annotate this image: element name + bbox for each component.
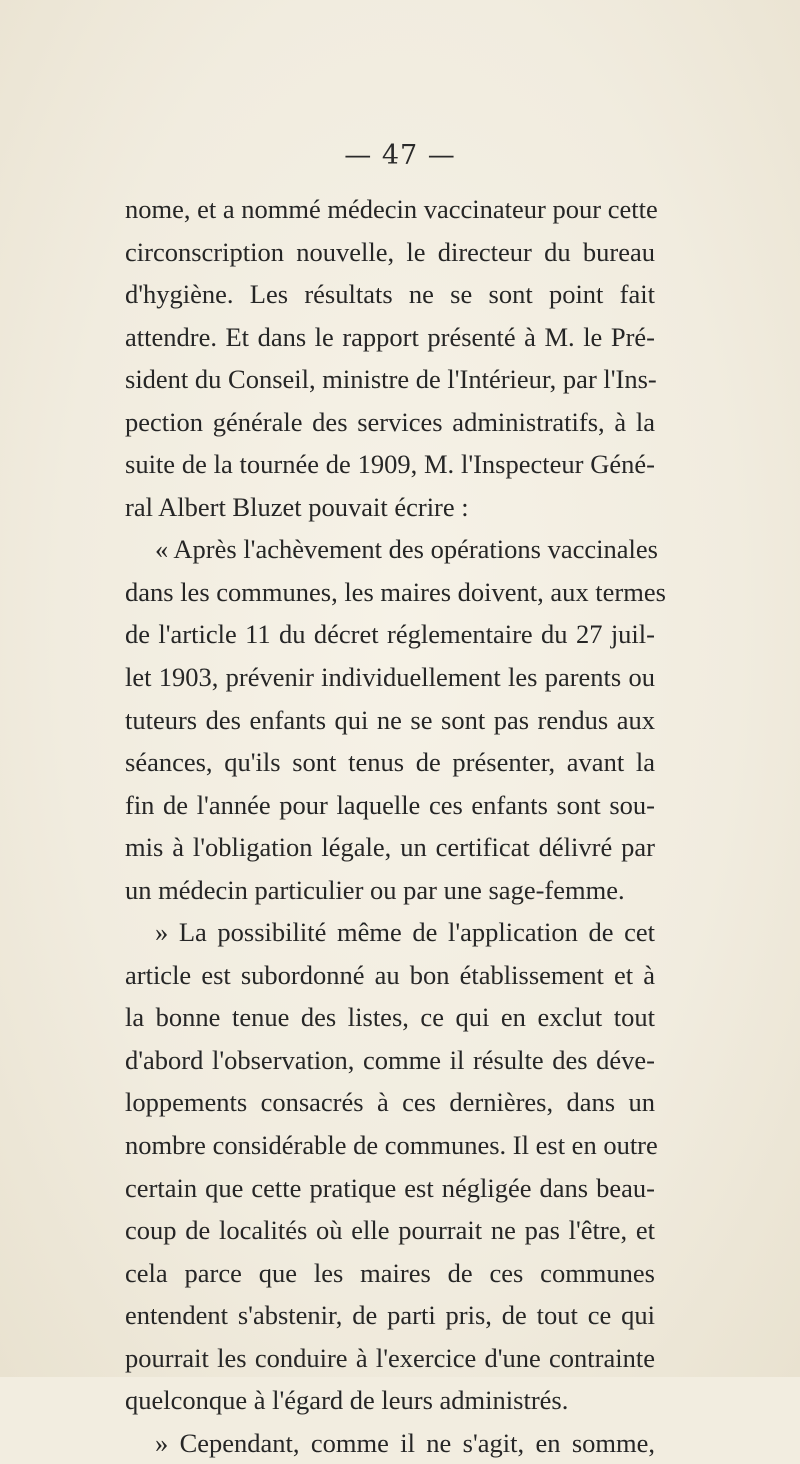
text-line: nome, et a nommé médecin vaccinateur pour cette	[125, 194, 658, 224]
text-line: séances, qu'ils sont tenus de présenter, avant la	[125, 747, 655, 778]
text-line: ral Albert Bluzet pouvait écrire :	[125, 491, 469, 522]
text-line: let 1903, prévenir individuellement les parents ou	[125, 662, 655, 693]
text-line: certain que cette pratique est négligée dans beau-	[125, 1172, 655, 1203]
text-line: attendre. Et dans le rapport présenté à M. le Pré-	[125, 321, 655, 352]
text-line: suite de la tournée de 1909, M. l'Inspecteur Géné-	[125, 449, 655, 480]
text-line: article est subordonné au bon établissement et à	[125, 959, 655, 990]
text-line: pection générale des services administratifs, à la	[125, 406, 655, 437]
page-number: — 47 —	[344, 140, 456, 171]
text-line: circonscription nouvelle, le directeur du bureau	[125, 236, 655, 267]
text-line: mis à l'obligation légale, un certificat délivré par	[125, 832, 655, 863]
text-line: » Cependant, comme il ne s'agit, en somme,	[155, 1427, 655, 1458]
text-line: de l'article 11 du décret réglementaire du 27 juil-	[125, 619, 655, 650]
text-line: cela parce que les maires de ces communes	[125, 1257, 655, 1288]
text-line: un médecin particulier ou par une sage-femme.	[125, 874, 625, 905]
body-text	[125, 188, 666, 1464]
text-line: pourrait les conduire à l'exercice d'une contrainte	[125, 1342, 655, 1373]
text-line: d'hygiène. Les résultats ne se sont point fait	[125, 279, 655, 310]
text-line: loppements consacrés à ces dernières, dans un	[125, 1087, 655, 1118]
text-line: la bonne tenue des listes, ce qui en exclut tout	[125, 1002, 655, 1033]
text-line: coup de localités où elle pourrait ne pas l'être, et	[125, 1215, 655, 1246]
text-line: nombre considérable de communes. Il est en outre	[125, 1130, 658, 1161]
text-line: fin de l'année pour laquelle ces enfants sont sou-	[125, 789, 655, 820]
text-line: entendent s'abstenir, de parti pris, de tout ce qui	[125, 1300, 655, 1331]
text-line: « Après l'achèvement des opérations vaccinales	[155, 534, 658, 565]
text-line: dans les communes, les maires doivent, aux termes	[125, 576, 666, 607]
text-line: d'abord l'observation, comme il résulte des déve-	[125, 1044, 655, 1075]
text-line: quelconque à l'égard de leurs administrés.	[125, 1385, 569, 1416]
text-line: sident du Conseil, ministre de l'Intérieur, par l'Ins-	[125, 364, 657, 395]
text-line: » La possibilité même de l'application de cet	[155, 917, 655, 948]
text-line: tuteurs des enfants qui ne se sont pas rendus aux	[125, 704, 655, 735]
